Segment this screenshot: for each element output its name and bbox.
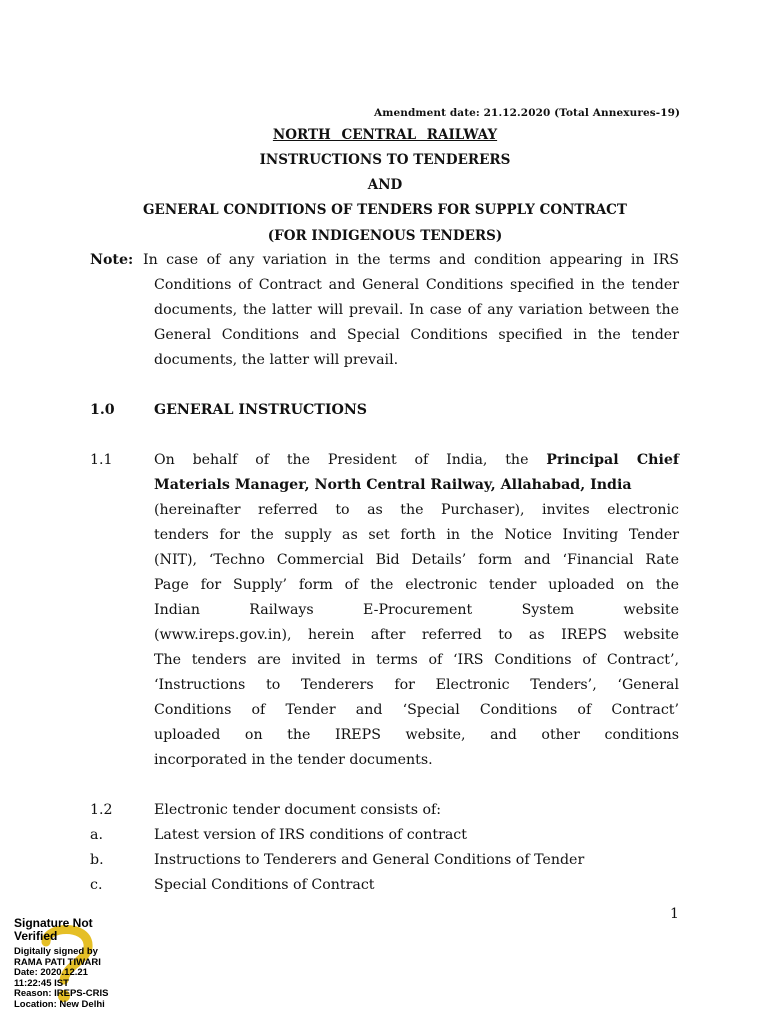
signature-status: Verified — [14, 929, 58, 943]
note-line: General Conditions and Special Conditions specified in the tender — [154, 327, 679, 343]
section-line: ‘Instructions to Tenderers for Electronic Tenders’, ‘General — [154, 677, 679, 693]
purchaser-title: Principal Chief — [546, 452, 679, 468]
digital-signature-block — [14, 917, 124, 1010]
list-item: Special Conditions of Contract — [154, 877, 375, 893]
signature-detail: RAMA PATI TIWARI — [14, 956, 101, 968]
section-number: 1.2 — [90, 802, 113, 818]
note-line: In case of any variation in the terms and condition appearing in IRS — [143, 252, 679, 268]
amendment-date: Amendment date: 21.12.2020 (Total Annexures-19) — [374, 107, 681, 119]
section-number: 1.1 — [90, 452, 113, 468]
section-line: (hereinafter referred to as the Purchaser), invites electronic — [154, 502, 679, 518]
section-line: incorporated in the tender documents. — [154, 752, 433, 768]
section-line: uploaded on the IREPS website, and other conditions — [154, 727, 679, 743]
title-and: AND — [367, 177, 403, 193]
signature-detail: Location: New Delhi — [14, 998, 105, 1010]
list-item: Latest version of IRS conditions of contract — [154, 827, 467, 843]
signature-detail: 11:22:45 IST — [14, 977, 69, 989]
section-heading: GENERAL INSTRUCTIONS — [154, 402, 368, 418]
section-line: tenders for the supply as set forth in the Notice Inviting Tender — [154, 527, 679, 543]
note-line: documents, the latter will prevail. — [154, 352, 399, 368]
section-line-text: On behalf of the President of India, the — [154, 452, 547, 468]
title-railway: NORTH CENTRAL RAILWAY — [272, 127, 498, 143]
note-label: Note: — [90, 252, 134, 268]
section-line — [154, 452, 679, 468]
list-marker: a. — [90, 827, 103, 843]
section-number: 1.0 — [90, 402, 115, 418]
title-general-conditions: GENERAL CONDITIONS OF TENDERS FOR SUPPLY CONTRACT — [143, 202, 627, 218]
title-instructions: INSTRUCTIONS TO TENDERERS — [259, 152, 511, 168]
list-marker: c. — [90, 877, 103, 893]
section-intro: Electronic tender document consists of: — [154, 802, 442, 818]
list-item: Instructions to Tenderers and General Conditions of Tender — [154, 852, 585, 868]
section-line: (www.ireps.gov.in), herein after referred to as IREPS website — [154, 627, 679, 643]
signature-detail: Reason: IREPS-CRIS — [14, 988, 109, 999]
page-number: 1 — [670, 906, 679, 922]
purchaser-title: Materials Manager, North Central Railway, Allahabad, India — [154, 477, 632, 493]
section-line: Conditions of Tender and ‘Special Conditions of Contract’ — [154, 702, 679, 718]
section-line: Page for Supply’ form of the electronic tender uploaded on the — [154, 577, 679, 593]
signature-status: Signature Not — [14, 916, 93, 930]
section-line: The tenders are invited in terms of ‘IRS Conditions of Contract’, — [154, 652, 679, 668]
section-line: (NIT), ‘Techno Commercial Bid Details’ form and ‘Financial Rate — [154, 552, 679, 568]
signature-detail: Date: 2020.12.21 — [14, 967, 88, 978]
list-marker: b. — [90, 852, 104, 868]
signature-detail: Digitally signed by — [14, 946, 98, 957]
note-line: Conditions of Contract and General Conditions specified in the tender — [154, 277, 679, 293]
title-indigenous: (FOR INDIGENOUS TENDERS) — [267, 228, 503, 244]
section-line: Indian Railways E-Procurement System website — [154, 602, 679, 618]
note-line: documents, the latter will prevail. In case of any variation between the — [154, 302, 679, 318]
